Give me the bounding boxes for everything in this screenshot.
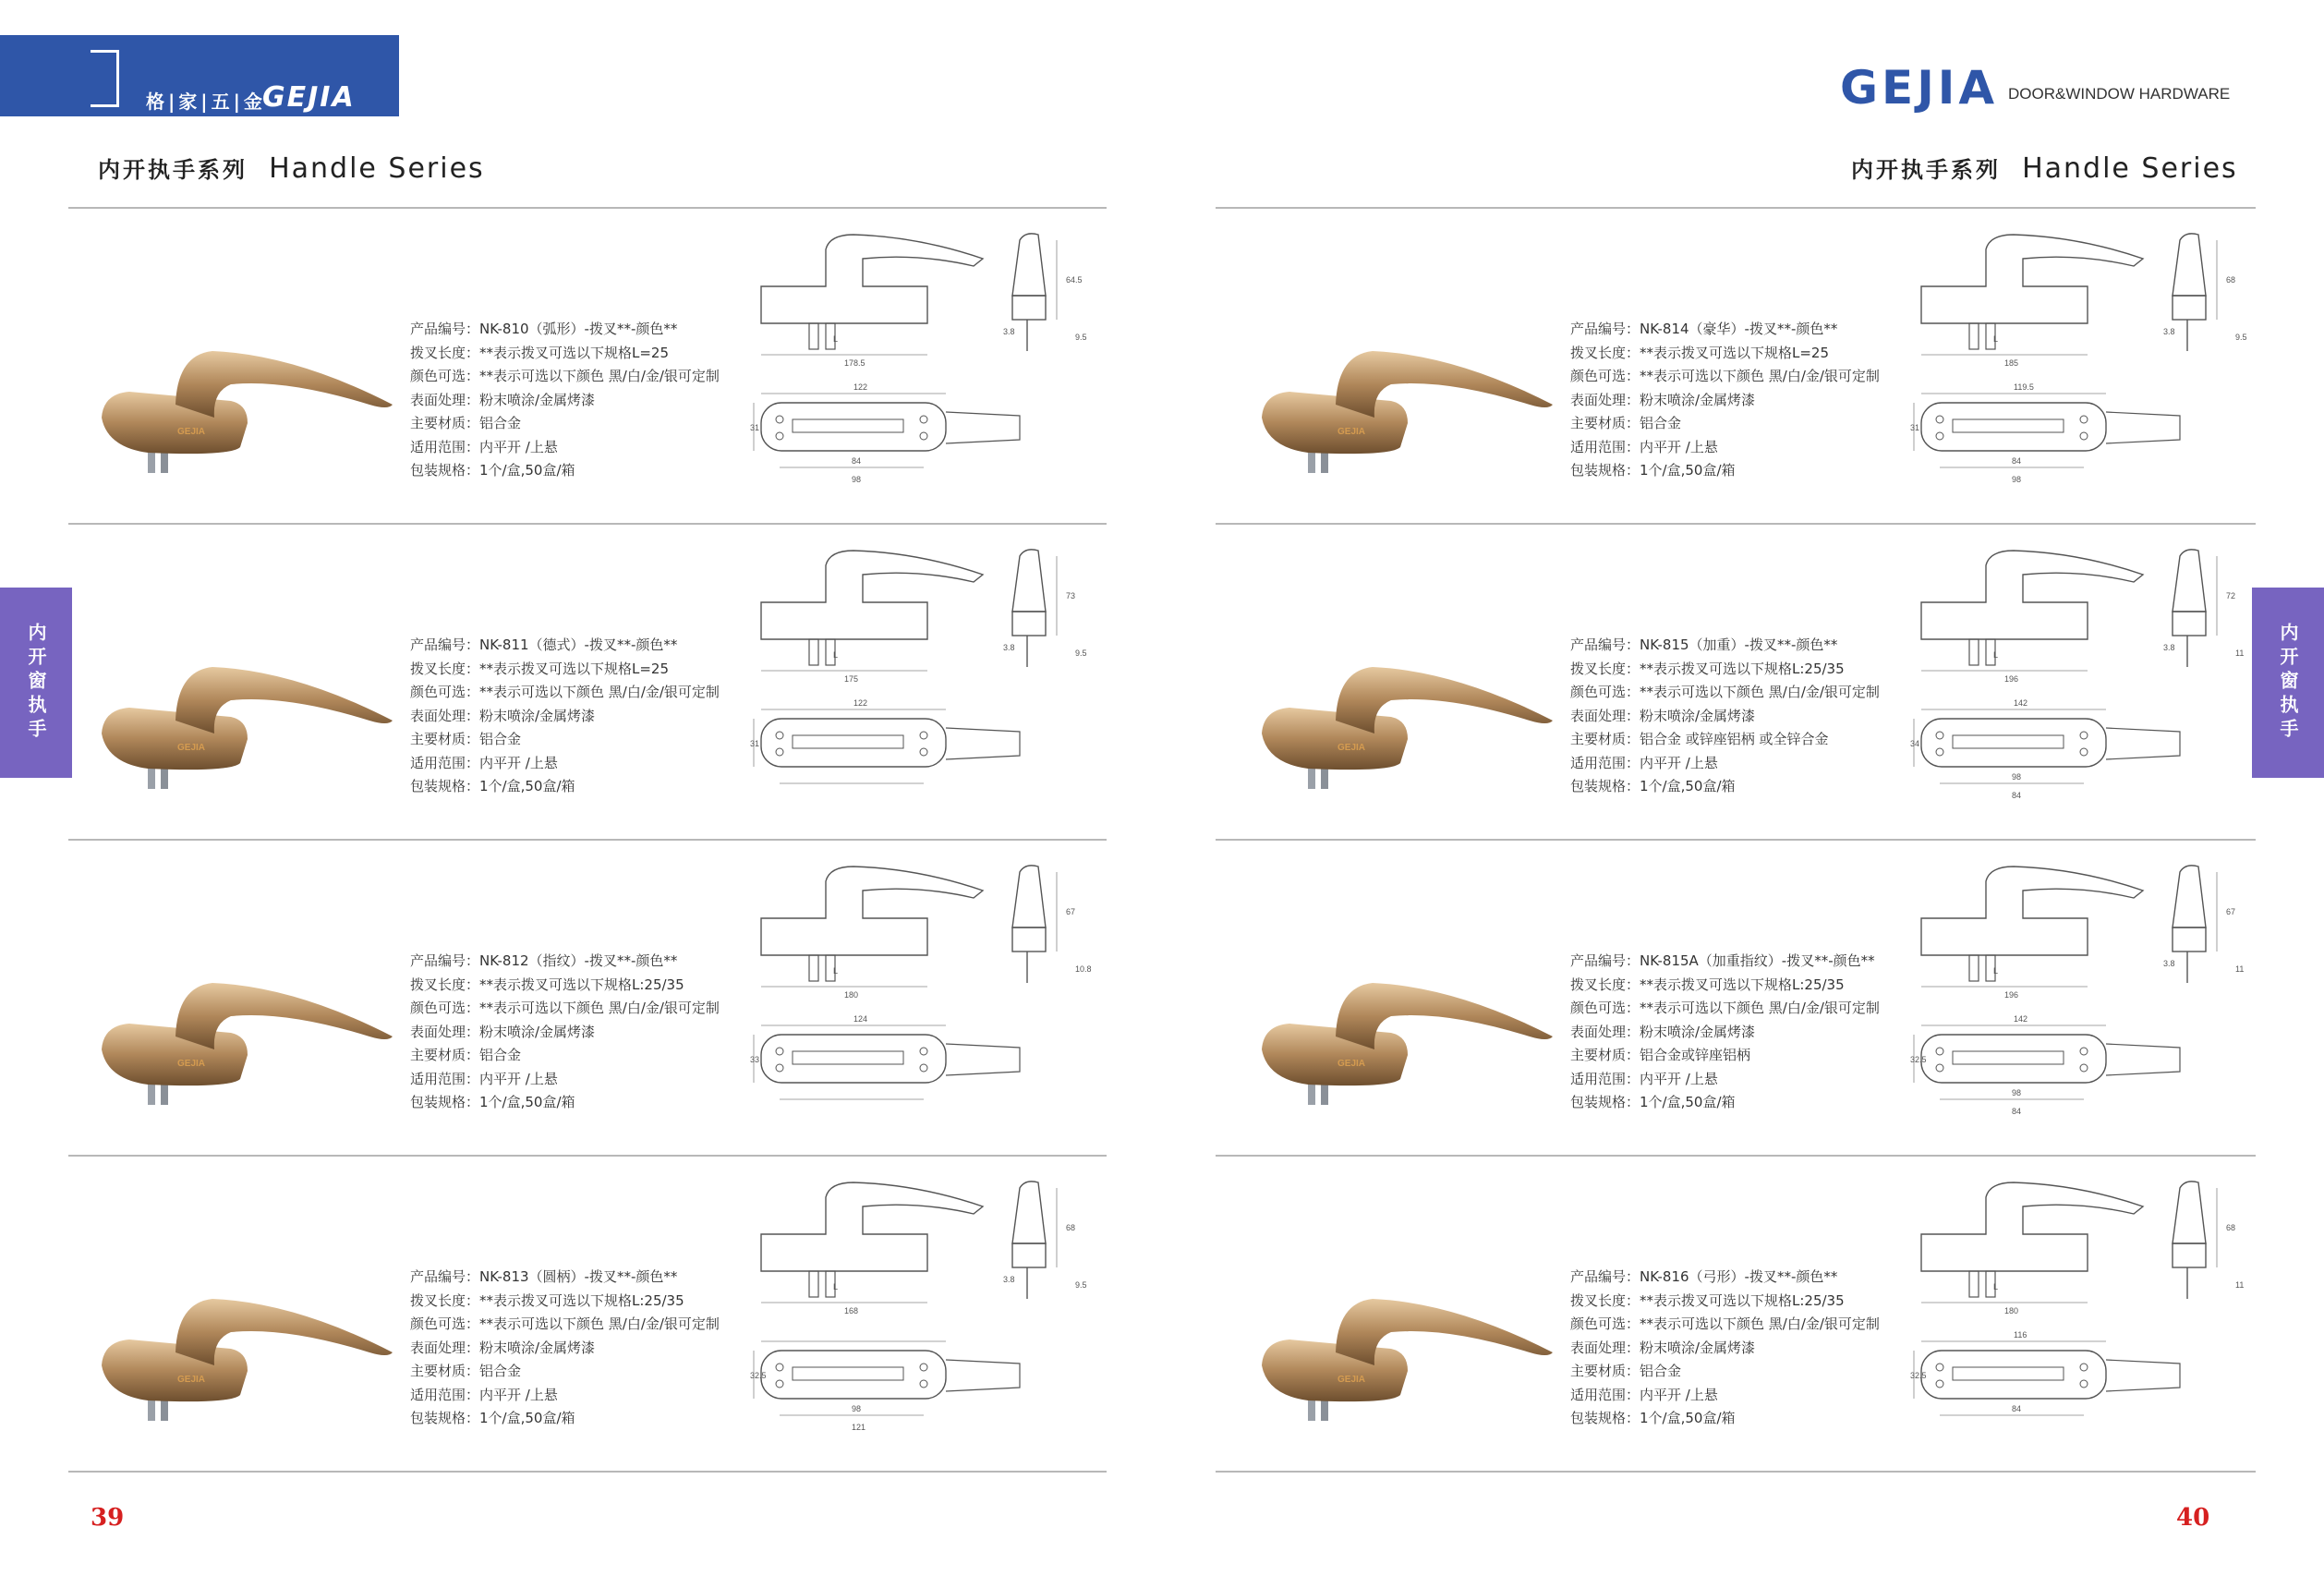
svg-text:GEJIA: GEJIA <box>177 1059 206 1069</box>
fork-length-dim: L <box>833 650 839 660</box>
thickness-dim: 32.5 <box>1910 1371 1927 1380</box>
product-spec-list <box>1570 318 1880 483</box>
page-number-right: 40 <box>2176 1504 2210 1532</box>
fork-length-dim: L <box>1993 966 1999 976</box>
technical-drawing <box>752 547 1103 828</box>
thickness-dim: 31 <box>750 423 760 432</box>
technical-drawing <box>1912 863 2263 1144</box>
offset-b-dim: 9.5 <box>1075 649 1087 658</box>
len-dim: 175 <box>844 674 859 684</box>
page-number-left: 39 <box>91 1504 125 1532</box>
spec-line: 颜色可选：**表示可选以下颜色 黑/白/金/银可定制 <box>1570 1315 1880 1332</box>
len-dim: 180 <box>2004 1306 2019 1315</box>
offset-a-dim: 3.8 <box>2163 643 2175 652</box>
hole-span-dim: 98 <box>852 1404 862 1413</box>
plan-width-dim: 142 <box>2014 698 2028 708</box>
thickness-dim: 31 <box>1910 423 1920 432</box>
technical-drawing <box>752 231 1103 512</box>
plan-width-dim: 122 <box>853 698 868 708</box>
svg-text:GEJIA: GEJIA <box>177 743 206 753</box>
fork-length-dim: L <box>833 1282 839 1291</box>
base-span-dim: 121 <box>852 1423 866 1432</box>
logo-chinese-text: 格|家|五|金 <box>146 91 266 113</box>
spec-line: 表面处理：粉末喷涂/金属烤漆 <box>1570 707 1756 724</box>
brand-subtitle: DOOR&WINDOW HARDWARE <box>2008 85 2231 103</box>
product-block <box>68 207 1107 523</box>
spec-line: 产品编号：NK-814（豪华）-拨叉**-颜色** <box>1570 321 1838 337</box>
spec-line: 主要材质：铝合金或锌座铝柄 <box>1570 1047 1751 1063</box>
thickness-dim: 34 <box>1910 739 1920 748</box>
spec-line: 拨叉长度：**表示拨叉可选以下规格L:25/35 <box>1570 660 1845 677</box>
technical-drawing <box>1912 547 2263 828</box>
len-dim: 180 <box>844 990 859 1000</box>
product-block <box>1229 839 2267 1155</box>
series-title-right <box>1851 152 2238 185</box>
series-title-cn: 内开执手系列 <box>1851 157 2001 183</box>
spec-line: 产品编号：NK-813（圆柄）-拨叉**-颜色** <box>410 1268 678 1285</box>
gejia-logo-mark-icon <box>91 50 119 107</box>
spec-line: 包装规格：1个/盒,50盒/箱 <box>1570 1094 1736 1110</box>
height-dim: 68 <box>2226 1223 2236 1232</box>
height-dim: 68 <box>2226 275 2236 285</box>
base-span-dim: 84 <box>2012 791 2022 800</box>
len-dim: 196 <box>2004 990 2019 1000</box>
base-span-dim: 98 <box>2012 475 2022 484</box>
height-dim: 67 <box>2226 907 2236 916</box>
offset-a-dim: 3.8 <box>2163 327 2175 336</box>
spec-line: 包装规格：1个/盒,50盒/箱 <box>410 778 575 794</box>
offset-b-dim: 11 <box>2235 649 2245 658</box>
product-spec-list <box>1570 634 1880 799</box>
spec-line: 主要材质：铝合金 <box>410 1047 522 1063</box>
spec-line: 包装规格：1个/盒,50盒/箱 <box>410 462 575 479</box>
base-span-dim: 84 <box>2012 1107 2022 1116</box>
hole-span-dim: 84 <box>2012 1404 2022 1413</box>
offset-b-dim: 10.8 <box>1075 964 1092 974</box>
fork-length-dim: L <box>833 966 839 976</box>
spec-line: 适用范围：内平开 /上悬 <box>1570 1070 1718 1087</box>
handle-product-photo <box>92 309 397 475</box>
thickness-dim: 31 <box>750 739 760 748</box>
spec-line: 颜色可选：**表示可选以下颜色 黑/白/金/银可定制 <box>410 368 720 384</box>
offset-b-dim: 11 <box>2235 964 2245 974</box>
side-tab-left: 内开窗执手 <box>0 588 72 778</box>
logo-english-text: GEJIA <box>262 81 356 114</box>
series-title-cn: 内开执手系列 <box>98 157 248 183</box>
offset-a-dim: 3.8 <box>1003 1275 1015 1284</box>
svg-text:GEJIA: GEJIA <box>1338 1375 1366 1385</box>
spec-line: 产品编号：NK-810（弧形）-拨叉**-颜色** <box>410 321 678 337</box>
spec-line: 适用范围：内平开 /上悬 <box>410 754 558 771</box>
spec-line: 主要材质：铝合金 <box>1570 1363 1682 1379</box>
len-dim: 196 <box>2004 674 2019 684</box>
spec-line: 颜色可选：**表示可选以下颜色 黑/白/金/银可定制 <box>1570 1000 1880 1016</box>
spec-line: 颜色可选：**表示可选以下颜色 黑/白/金/银可定制 <box>410 1000 720 1016</box>
offset-a-dim: 3.8 <box>2163 959 2175 968</box>
offset-b-dim: 9.5 <box>1075 1280 1087 1290</box>
spec-line: 适用范围：内平开 /上悬 <box>1570 1386 1718 1403</box>
hole-span-dim: 84 <box>852 456 862 466</box>
series-title-left <box>98 152 485 185</box>
svg-text:GEJIA: GEJIA <box>1338 427 1366 437</box>
spec-line: 产品编号：NK-816（弓形）-拨叉**-颜色** <box>1570 1268 1838 1285</box>
thickness-dim: 32.5 <box>1910 1055 1927 1064</box>
offset-b-dim: 9.5 <box>1075 333 1087 342</box>
spec-line: 包装规格：1个/盒,50盒/箱 <box>410 1410 575 1426</box>
height-dim: 67 <box>1066 907 1076 916</box>
spec-line: 主要材质：铝合金 <box>410 415 522 431</box>
product-spec-list <box>410 318 720 483</box>
handle-product-photo <box>1253 1256 1557 1423</box>
hole-span-dim: 98 <box>2012 772 2022 782</box>
fork-length-dim: L <box>1993 334 1999 344</box>
spec-line: 包装规格：1个/盒,50盒/箱 <box>1570 778 1736 794</box>
fork-length-dim: L <box>1993 1282 1999 1291</box>
technical-drawing <box>752 863 1103 1144</box>
spec-line: 拨叉长度：**表示拨叉可选以下规格L:25/35 <box>1570 976 1845 993</box>
plan-width-dim: 142 <box>2014 1014 2028 1024</box>
spec-line: 拨叉长度：**表示拨叉可选以下规格L=25 <box>410 344 670 361</box>
spec-line: 表面处理：粉末喷涂/金属烤漆 <box>1570 391 1756 408</box>
divider <box>68 1471 1107 1473</box>
spec-line: 产品编号：NK-812（指纹）-拨叉**-颜色** <box>410 952 678 969</box>
spec-line: 颜色可选：**表示可选以下颜色 黑/白/金/银可定制 <box>1570 368 1880 384</box>
spec-line: 颜色可选：**表示可选以下颜色 黑/白/金/银可定制 <box>410 1315 720 1332</box>
brand-wordmark: GEJIA <box>1840 61 1999 115</box>
plan-width-dim: 116 <box>2014 1330 2027 1339</box>
product-spec-list <box>410 1266 720 1431</box>
spec-line: 适用范围：内平开 /上悬 <box>410 438 558 455</box>
spec-line: 适用范围：内平开 /上悬 <box>410 1386 558 1403</box>
spec-line: 拨叉长度：**表示拨叉可选以下规格L:25/35 <box>410 976 684 993</box>
spec-line: 拨叉长度：**表示拨叉可选以下规格L=25 <box>1570 344 1830 361</box>
base-span-dim: 98 <box>852 475 862 484</box>
technical-drawing <box>752 1179 1103 1460</box>
product-block <box>1229 523 2267 839</box>
spec-line: 适用范围：内平开 /上悬 <box>1570 438 1718 455</box>
divider <box>1216 1471 2256 1473</box>
spec-line: 产品编号：NK-815（加重）-拨叉**-颜色** <box>1570 636 1838 653</box>
handle-product-photo <box>92 1256 397 1423</box>
handle-product-photo <box>92 940 397 1107</box>
svg-text:GEJIA: GEJIA <box>177 1375 206 1385</box>
len-dim: 168 <box>844 1306 859 1315</box>
svg-text:GEJIA: GEJIA <box>1338 1059 1366 1069</box>
fork-length-dim: L <box>833 334 839 344</box>
handle-product-photo <box>1253 624 1557 791</box>
spec-line: 主要材质：铝合金 或锌座铝柄 或全锌合金 <box>1570 731 1829 747</box>
offset-b-dim: 9.5 <box>2235 333 2247 342</box>
product-block <box>1229 1155 2267 1471</box>
brand-logo-banner <box>0 35 399 116</box>
spec-line: 拨叉长度：**表示拨叉可选以下规格L:25/35 <box>410 1291 684 1309</box>
height-dim: 64.5 <box>1066 275 1083 285</box>
svg-text:GEJIA: GEJIA <box>177 427 206 437</box>
spec-line: 表面处理：粉末喷涂/金属烤漆 <box>1570 1023 1756 1040</box>
spec-line: 颜色可选：**表示可选以下颜色 黑/白/金/银可定制 <box>1570 684 1880 700</box>
product-block <box>68 1155 1107 1471</box>
svg-text:GEJIA: GEJIA <box>1338 743 1366 753</box>
spec-line: 颜色可选：**表示可选以下颜色 黑/白/金/银可定制 <box>410 684 720 700</box>
spec-line: 表面处理：粉末喷涂/金属烤漆 <box>1570 1339 1756 1356</box>
thickness-dim: 33 <box>750 1055 760 1064</box>
plan-width-dim: 122 <box>853 382 868 392</box>
handle-product-photo <box>1253 309 1557 475</box>
fork-length-dim: L <box>1993 650 1999 660</box>
spec-line: 产品编号：NK-811（德式）-拨叉**-颜色** <box>410 636 678 653</box>
spec-line: 包装规格：1个/盒,50盒/箱 <box>1570 462 1736 479</box>
height-dim: 73 <box>1066 591 1076 600</box>
spec-line: 产品编号：NK-815A（加重指纹）-拨叉**-颜色** <box>1570 952 1875 969</box>
plan-width-dim: 124 <box>853 1014 868 1024</box>
technical-drawing <box>1912 1179 2263 1460</box>
hole-span-dim: 84 <box>2012 456 2022 466</box>
product-spec-list <box>410 950 720 1115</box>
product-spec-list <box>410 634 720 799</box>
plan-width-dim: 119.5 <box>2014 382 2034 392</box>
spec-line: 表面处理：粉末喷涂/金属烤漆 <box>410 391 596 408</box>
spec-line: 主要材质：铝合金 <box>410 731 522 747</box>
spec-line: 表面处理：粉末喷涂/金属烤漆 <box>410 1339 596 1356</box>
handle-product-photo <box>92 624 397 791</box>
height-dim: 68 <box>1066 1223 1076 1232</box>
technical-drawing <box>1912 231 2263 512</box>
offset-b-dim: 11 <box>2235 1280 2245 1290</box>
series-title-en: Handle Series <box>2022 152 2238 185</box>
product-spec-list <box>1570 950 1880 1115</box>
spec-line: 拨叉长度：**表示拨叉可选以下规格L:25/35 <box>1570 1291 1845 1309</box>
product-block <box>68 523 1107 839</box>
product-block <box>1229 207 2267 523</box>
spec-line: 主要材质：铝合金 <box>410 1363 522 1379</box>
spec-line: 拨叉长度：**表示拨叉可选以下规格L=25 <box>410 660 670 677</box>
thickness-dim: 32.5 <box>750 1371 767 1380</box>
product-block <box>68 839 1107 1155</box>
series-title-en: Handle Series <box>269 152 485 185</box>
spec-line: 主要材质：铝合金 <box>1570 415 1682 431</box>
offset-a-dim: 3.8 <box>1003 643 1015 652</box>
spec-line: 包装规格：1个/盒,50盒/箱 <box>410 1094 575 1110</box>
spec-line: 表面处理：粉末喷涂/金属烤漆 <box>410 1023 596 1040</box>
product-spec-list <box>1570 1266 1880 1431</box>
len-dim: 185 <box>2004 358 2019 368</box>
spec-line: 表面处理：粉末喷涂/金属烤漆 <box>410 707 596 724</box>
spec-line: 包装规格：1个/盒,50盒/箱 <box>1570 1410 1736 1426</box>
handle-product-photo <box>1253 940 1557 1107</box>
spec-line: 适用范围：内平开 /上悬 <box>410 1070 558 1087</box>
offset-a-dim: 3.8 <box>1003 327 1015 336</box>
height-dim: 72 <box>2226 591 2236 600</box>
side-tab-right: 内开窗执手 <box>2252 588 2324 778</box>
len-dim: 178.5 <box>844 358 865 368</box>
hole-span-dim: 98 <box>2012 1088 2022 1097</box>
spec-line: 适用范围：内平开 /上悬 <box>1570 754 1718 771</box>
